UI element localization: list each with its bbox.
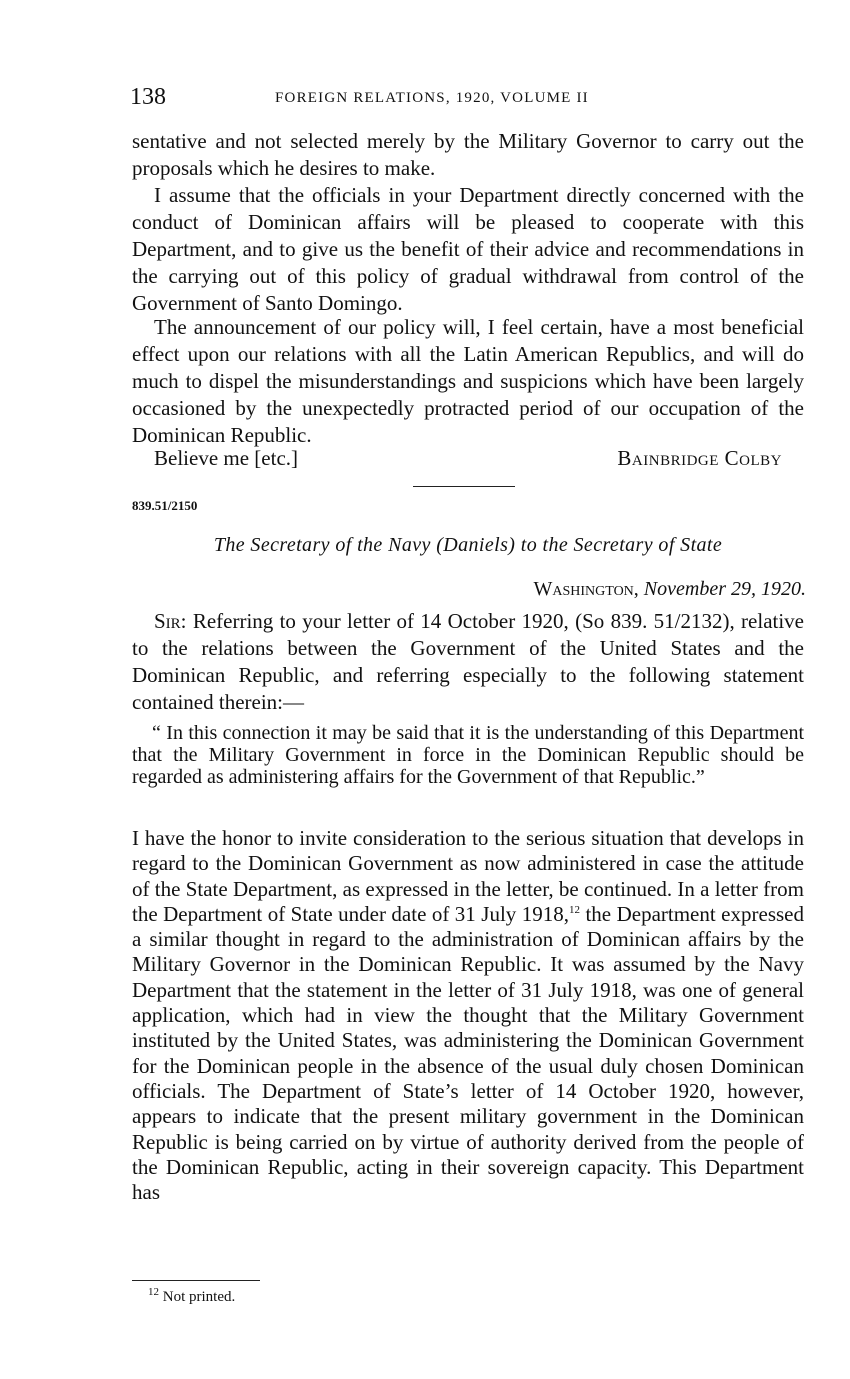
- running-title: FOREIGN RELATIONS, 1920, VOLUME II: [275, 90, 589, 106]
- paragraph-referring: [132, 608, 804, 716]
- page-number: 138: [130, 84, 166, 110]
- salutation: Sir:: [154, 609, 187, 633]
- letter-closing: [154, 446, 806, 473]
- block-quote: “ In this connection it may be said that it is the understanding of this Department that the Military Government in force in the Dominican Republic should be regarded as administering affairs for the Government of that Republic.”: [132, 722, 804, 788]
- document-title: The Secretary of the Navy (Daniels) to the Secretary of State: [213, 534, 723, 556]
- footnote: [148, 1286, 236, 1306]
- section-divider: [413, 486, 515, 487]
- page-header: [130, 84, 806, 116]
- paragraph-consideration-text-2: the Department expressed a similar thought in regard to the administration of Dominican affairs by the Military Governor in the Dominican Republic. It was assumed by the Navy Department that the statement in the letter of 31 July 1918, was one of general application, which had in view the thought that the Military Government instituted by the United States, was administering the Dominican Government for the Dominican people in the absence of the usual duly chosen Dominican officials. The Department of State’s letter of 14 October 1920, however, appears to indicate that the present military government in the Dominican Republic is being carried on by virtue of authority derived from the people of the Dominican Republic, acting in their sovereign capacity. This Department has: [132, 901, 804, 1205]
- footnote-rule: [132, 1280, 260, 1281]
- paragraph-consideration: [132, 826, 804, 1205]
- signature: Bainbridge Colby: [617, 446, 782, 470]
- dateline-date: November 29, 1920.: [643, 578, 806, 600]
- paragraph-continuation: sentative and not selected merely by the Military Governor to carry out the proposals which he desires to make.: [132, 129, 804, 180]
- file-number: 839.51/2150: [132, 498, 198, 513]
- dateline: [534, 578, 807, 601]
- paragraph-announcement: The announcement of our policy will, I feel certain, have a most beneficial effect upon our relations with all the Latin American Republics, and will do much to dispel the misunderstandings and suspicions which have been largely occasioned by the unexpectedly protracted period of our occupation of the Dominican Republic.: [132, 315, 804, 447]
- paragraph-consideration-text-1: I have the honor to invite consideration to the serious situation that develops in regard to the Dominican Government as now administered in case the attitude of the State Department, as expressed in the letter, be continued. In a letter from the Department of State under date of 31 July 1918,: [132, 826, 804, 926]
- paragraph-referring-text: Referring to your letter of 14 October 1920, (So 839. 51/2132), relative to the relations between the Government of the United States and the Dominican Republic, and referring especially to the following statement contained therein:—: [132, 609, 805, 714]
- footnote-marker: 12: [148, 1286, 159, 1298]
- footnote-text: Not printed.: [162, 1289, 236, 1305]
- footnote-reference: 12: [569, 903, 580, 916]
- closing-phrase: Believe me [etc.]: [154, 446, 299, 470]
- paragraph-cooperation: I assume that the officials in your Department directly concerned with the conduct of Dominican affairs will be pleased to cooperate with this Department, and to give us the benefit of their advice and recommendations in the carrying out of this policy of gradual withdrawal from control of the Government of Santo Domingo.: [132, 183, 804, 315]
- dateline-place: Washington,: [533, 578, 639, 600]
